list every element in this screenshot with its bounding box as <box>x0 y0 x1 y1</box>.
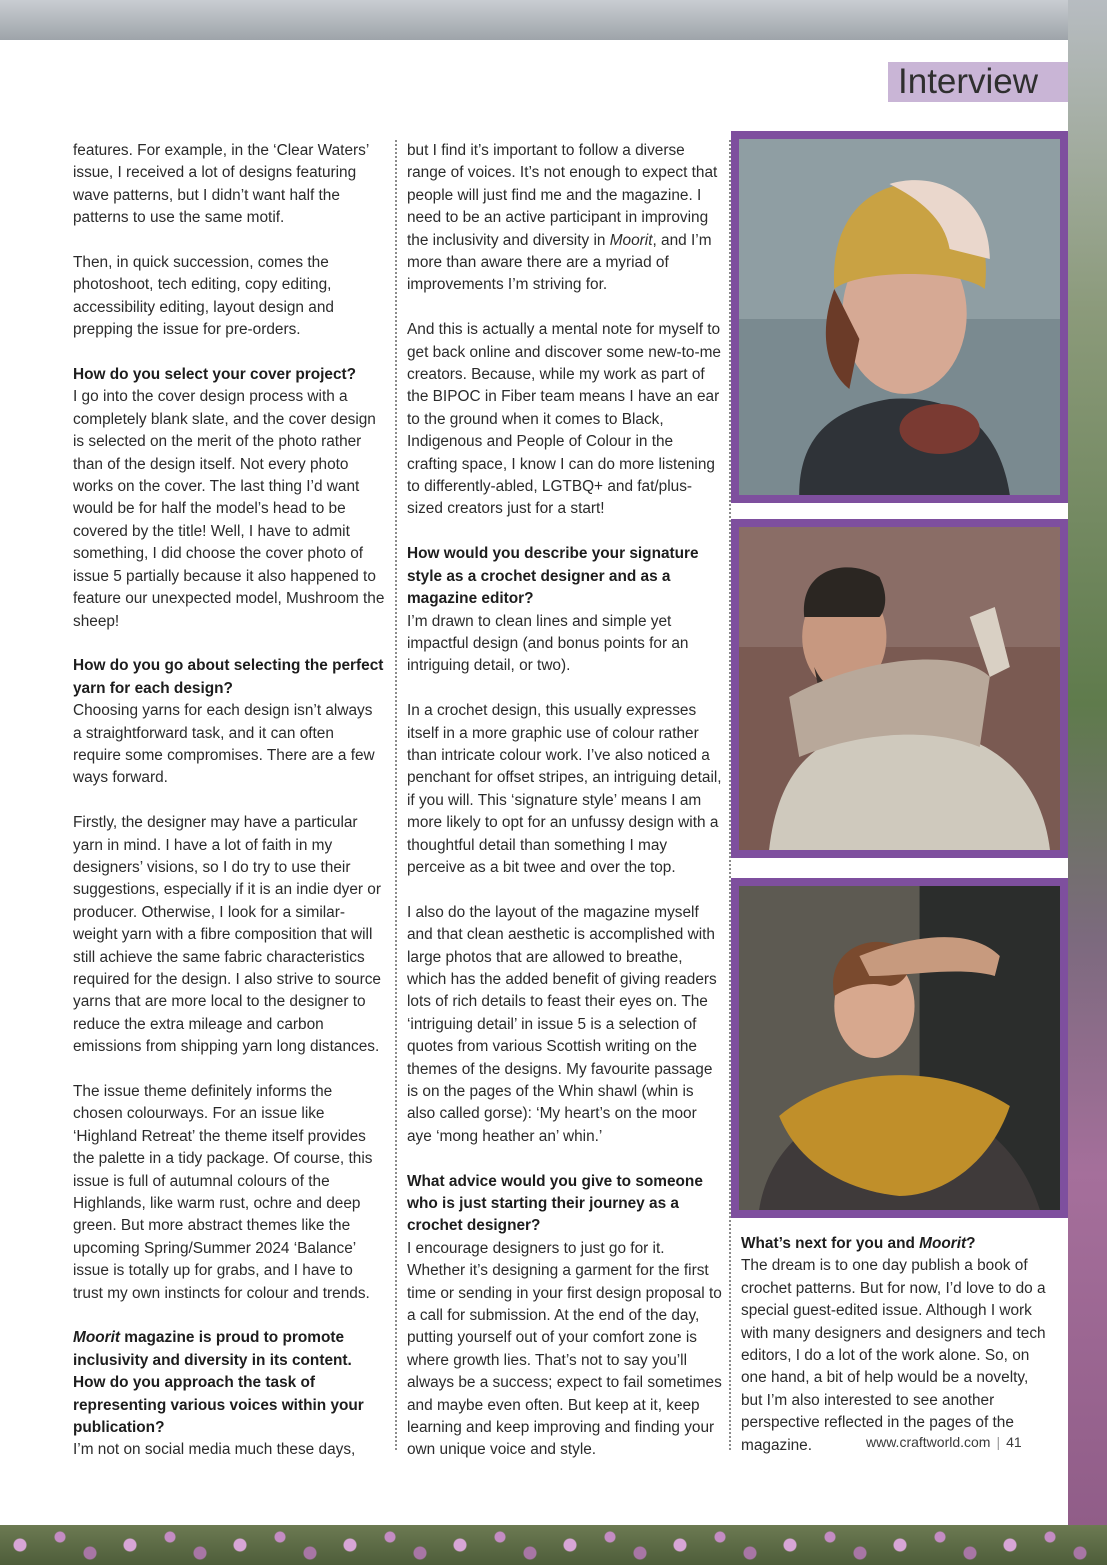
column-divider <box>395 140 397 1450</box>
photo-shawl-woman <box>731 878 1068 1218</box>
page-footer <box>866 1434 1022 1450</box>
photo-image <box>739 139 1060 495</box>
paragraph: I also do the layout of the magazine myself and that clean aesthetic is accomplished with large photos that are allowed to breathe, which has the added benefit of giving readers lots of rich details to feast their eyes on. The ‘intriguing detail’ in issue 5 is a selection of quotes from various Scottish writing on the themes of the designs. My favourite passage is on the pages of the Whin shawl (whin is also called gorse): ‘My heart’s on the moor aye ‘mong heather an’ whin.’ <box>407 903 717 1145</box>
paragraph: Then, in quick succession, comes the photoshoot, tech editing, copy editing, accessibility editing, layout design and prepping the issue for pre-orders. <box>73 254 334 339</box>
magazine-name: Moorit <box>73 1329 121 1347</box>
paragraph: features. For example, in the ‘Clear Waters’ issue, I received a lot of designs featuring wave patterns, but I didn’t want half the patterns to use the same motif. <box>73 142 369 227</box>
paragraph: I’m drawn to clean lines and simple yet impactful design (and bonus points for an intriguing detail, or two). <box>407 612 689 675</box>
article-column-1 <box>73 140 385 1462</box>
paragraph: The dream is to one day publish a book of crochet patterns. But for now, I’d love to do a special guest-edited issue. Although I work with many designers and designers and tech editors, I do a lot of the work alone. So, on one hand, a bit of help would be a novelty, but I’m also interested to see another perspective reflected in the pages of the magazine. <box>741 1257 1046 1454</box>
question-mark: ? <box>966 1235 976 1252</box>
photo-scarf-man <box>731 519 1068 858</box>
background-heather-edge <box>1068 0 1107 1565</box>
article-column-2 <box>407 140 723 1462</box>
paragraph: I encourage designers to just go for it. Whether it’s designing a garment for the first time or sending in your first design proposal to a call for submission. At the end of the day, putting yourself out of your comfort zone is where growth lies. That’s not to say you’ll always be a success; expect to fail sometimes and maybe even often. But keep at it, keep learning and keep improving and finding your own unique voice and style. <box>407 1239 722 1459</box>
website-link[interactable]: www.craftworld.com <box>866 1434 991 1450</box>
shawl-woman-illustration <box>739 886 1060 1210</box>
page-number: 41 <box>1006 1434 1022 1450</box>
hat-woman-illustration <box>739 139 1060 495</box>
scarf-man-illustration <box>739 527 1060 850</box>
background-sky <box>0 0 1107 40</box>
magazine-page <box>0 40 1068 1525</box>
paragraph: The issue theme definitely informs the chosen colourways. For an issue like ‘Highland Retreat’ the theme itself provides the palette in a tidy package. Of course, this issue is full of autumnal colours of the Highlands, like warm rust, ochre and deep green. But more abstract themes like the upcoming Spring/Summer 2024 ‘Balance’ issue is totally up for grabs, and I have to trust my own instincts for colour and trends. <box>73 1082 373 1302</box>
paragraph: And this is actually a mental note for myself to get back online and discover some new-to-me creators. Because, while my work as part of the BIPOC in Fiber team means I have an ear to the ground when it comes to Black, Indigenous and People of Colour in the crafting space, I know I can do more listening to differently-abled, LGTBQ+ and fat/plus-sized creators just for a start! <box>407 321 721 518</box>
photo-image <box>739 886 1060 1210</box>
interview-question: How would you describe your signature style as a crochet designer and as a magazine editor? <box>407 545 699 608</box>
magazine-name: Moorit <box>919 1235 967 1252</box>
photo-hat-woman <box>731 131 1068 503</box>
interview-question <box>73 1327 385 1439</box>
section-label: Interview <box>888 62 1068 102</box>
magazine-name: Moorit <box>609 231 653 249</box>
paragraph: In a crochet design, this usually expresses itself in a more graphic use of colour rather than intricate colour work. I’ve also noticed a penchant for offset stripes, an intriguing detail, if you will. This ‘signature style’ means I am more likely to opt for an unfussy design with a thoughtful detail than something I may perceive as a bit twee and over the top. <box>407 702 722 876</box>
paragraph-text: but I find it’s important to follow a diverse range of voices. It’s not enough to expect that people will just find me and the magazine. I need to be an active participant in improving the inclusivity and diversity in <box>407 142 718 249</box>
interview-question: How do you select your cover project? <box>73 366 357 384</box>
footer-separator: | <box>996 1434 1001 1450</box>
paragraph: Choosing yarns for each design isn’t always a straightforward task, and it can often require some compromises. There are a few ways forward. <box>73 702 375 787</box>
paragraph: I go into the cover design process with a completely blank slate, and the cover design is selected on the merit of the photo rather than of the design itself. Not every photo works on the cover. The last thing I’d want would be for half the model’s head to be covered by the title! Well, I have to admit something, I did choose the cover photo of issue 5 partially because it also happened to feature our unexpected model, Mushroom the sheep! <box>73 388 385 630</box>
interview-question <box>741 1233 1051 1255</box>
paragraph: Firstly, the designer may have a particular yarn in mind. I have a lot of faith in my designers’ visions, so I do try to use their suggestions, especially if it is an indie dyer or producer. Otherwise, I look for a similar-weight yarn with a fibre composition that will still achieve the same fabric characteristics required for the design. I also strive to source yarns that are more local to the designer to reduce the extra mileage and carbon emissions from shipping yarn long distances. <box>73 814 381 1056</box>
interview-question: What advice would you give to someone who is just starting their journey as a crochet designer? <box>407 1172 703 1235</box>
background-heather-flowers <box>0 1525 1107 1565</box>
paragraph <box>407 140 723 297</box>
paragraph: I’m not on social media much these days, <box>73 1441 356 1459</box>
question-text: magazine is proud to promote inclusivity and diversity in its content. How do you approach the task of representing various voices within your publication? <box>73 1329 364 1437</box>
question-text: What’s next for you and <box>741 1235 920 1252</box>
paragraph-text: , and I’m more than aware there are a myriad of improvements I’m striving for. <box>407 231 712 294</box>
interview-question: How do you go about selecting the perfect yarn for each design? <box>73 657 384 697</box>
article-column-3 <box>741 1233 1051 1457</box>
photo-image <box>739 527 1060 850</box>
